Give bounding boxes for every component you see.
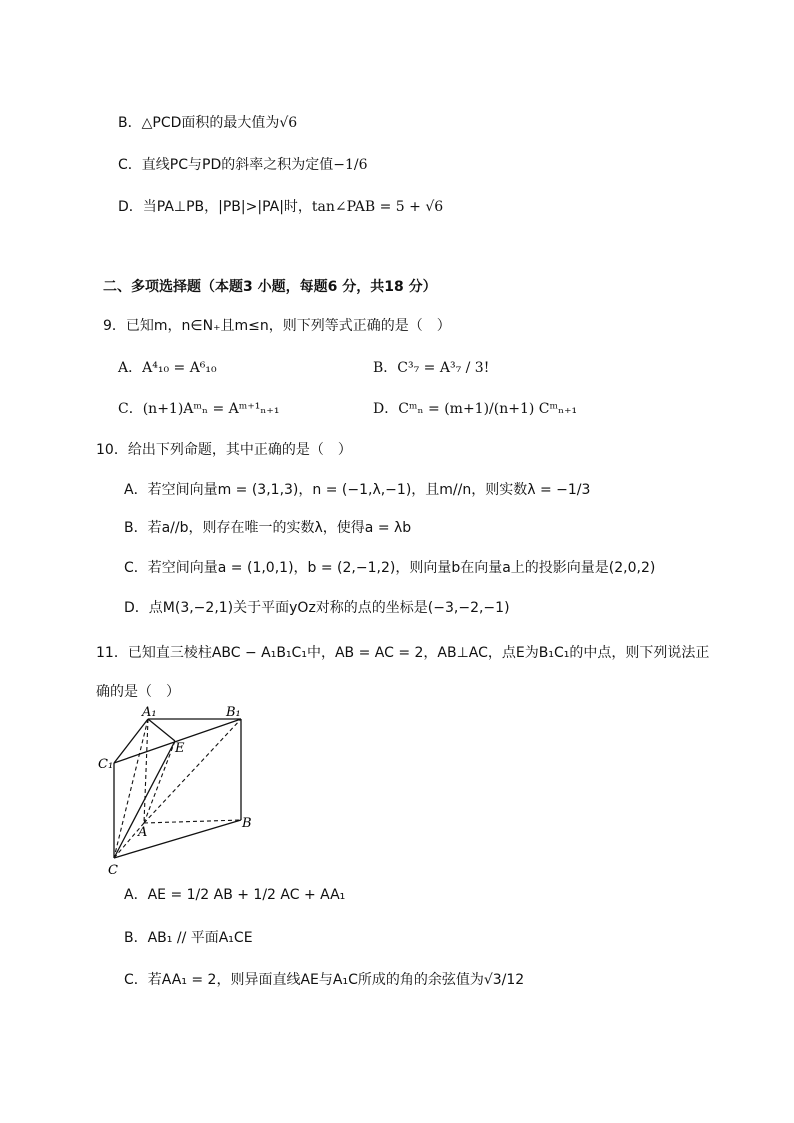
q9-option-d: D．Cᵐₙ = (m+1)/(n+1) Cᵐₙ₊₁ xyxy=(373,401,578,417)
label-c: C xyxy=(108,863,118,878)
q11-stem-line2: 确的是（ ） xyxy=(96,684,180,700)
q11-option-b: B．AB₁ // 平面A₁CE xyxy=(124,930,253,946)
q10-stem: 10．给出下列命题，其中正确的是（ ） xyxy=(96,442,352,458)
q10-option-a: A．若空间向量m = (3,1,3)，n = (−1,λ,−1)，且m//n，则实数λ = −1/3 xyxy=(124,482,591,498)
label-b: B xyxy=(242,816,252,831)
q9-option-c: C．(n+1)Aᵐₙ = Aᵐ⁺¹ₙ₊₁ xyxy=(118,401,280,417)
label-e: E xyxy=(175,741,185,756)
q8-option-c: C．直线PC与PD的斜率之积为定值−1/6 xyxy=(118,157,368,173)
edge-ab-hidden xyxy=(144,820,241,823)
label-c1: C₁ xyxy=(98,757,114,772)
q10-option-d: D．点M(3,−2,1)关于平面yOz对称的点的坐标是(−3,−2,−1) xyxy=(124,600,510,616)
q11-stem-line1: 11．已知直三棱柱ABC − A₁B₁C₁中，AB = AC = 2，AB⊥AC，点E为B₁C₁的中点，则下列说法正 xyxy=(96,645,710,661)
q10-option-c: C．若空间向量a = (1,0,1)，b = (2,−1,2)，则向量b在向量a上的投影向量是(2,0,2) xyxy=(124,560,656,576)
label-a: A xyxy=(138,825,148,840)
segment-ae-hidden xyxy=(144,741,175,823)
q11-option-c: C．若AA₁ = 2，则异面直线AE与A₁C所成的角的余弦值为√3/12 xyxy=(124,972,525,988)
q9-option-b: B．C³₇ = A³₇ / 3! xyxy=(373,360,490,376)
q8-option-b: B．△PCD面积的最大值为√6 xyxy=(118,115,298,131)
prism-figure xyxy=(96,705,271,880)
q8-option-d: D．当PA⊥PB，|PB|>|PA|时，tan∠PAB = 5 + √6 xyxy=(118,199,444,215)
q9-option-a: A．A⁴₁₀ = A⁶₁₀ xyxy=(118,360,217,376)
segment-ab1-hidden xyxy=(144,719,241,823)
q9-stem: 9．已知m，n∈N₊且m≤n，则下列等式正确的是（ ） xyxy=(103,318,451,334)
segment-a1e xyxy=(148,719,175,741)
q10-option-b: B．若a//b，则存在唯一的实数λ，使得a = λb xyxy=(124,520,412,536)
section-heading: 二、多项选择题（本题3 小题，每题6 分，共18 分） xyxy=(103,279,437,295)
q11-option-a: A．AE = 1/2 AB + 1/2 AC + AA₁ xyxy=(124,887,346,903)
label-b1: B₁ xyxy=(226,705,241,720)
label-a1: A₁ xyxy=(142,705,157,720)
edge-cb xyxy=(114,820,241,858)
